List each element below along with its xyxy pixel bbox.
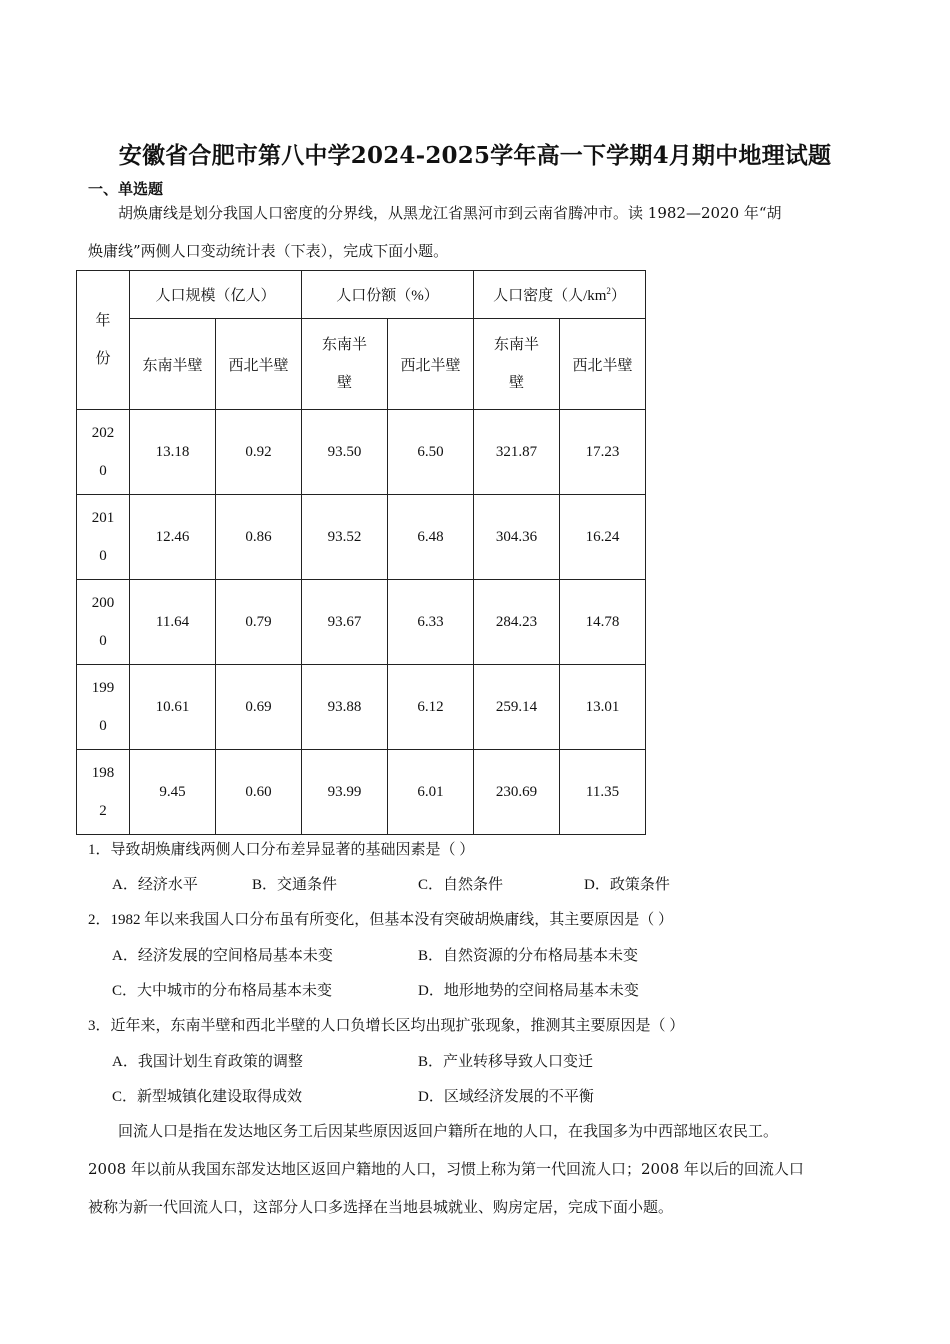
table-cell: 13.18 xyxy=(130,410,216,495)
intro2-line-1: 回流人口是指在发达地区务工后因某些原因返回户籍所在地的人口，在我国多为中西部地区农民工。 xyxy=(118,1122,779,1140)
table-cell: 230.69 xyxy=(474,750,560,835)
intro1-line-1: 胡焕庸线是划分我国人口密度的分界线，从黑龙江省黑河市到云南省腾冲市。读 1982—2020 年“胡 xyxy=(118,204,782,222)
table-row xyxy=(77,665,646,750)
table-cell: 11.64 xyxy=(130,580,216,665)
table-cell: 10.61 xyxy=(130,665,216,750)
header-population-size: 人口规模（亿人） xyxy=(130,271,302,319)
year-cell: 201 0 xyxy=(77,495,130,580)
table-cell: 304.36 xyxy=(474,495,560,580)
year-cell: 199 0 xyxy=(77,665,130,750)
table-cell: 259.14 xyxy=(474,665,560,750)
table-cell: 0.79 xyxy=(216,580,302,665)
table-cell: 321.87 xyxy=(474,410,560,495)
table-cell: 14.78 xyxy=(560,580,646,665)
subheader-southeast: 东南半 壁 xyxy=(302,319,388,410)
subheader-northwest: 西北半壁 xyxy=(216,319,302,410)
table-cell: 93.52 xyxy=(302,495,388,580)
subheader-northwest: 西北半壁 xyxy=(388,319,474,410)
year-header: 年 份 xyxy=(77,271,130,410)
year-cell: 200 0 xyxy=(77,580,130,665)
table-row xyxy=(77,750,646,835)
population-table xyxy=(76,270,646,835)
table-cell: 0.60 xyxy=(216,750,302,835)
header-population-share: 人口份额（%） xyxy=(302,271,474,319)
q3-option-b[interactable]: B．产业转移导致人口变迁 xyxy=(418,1054,594,1070)
table-cell: 6.33 xyxy=(388,580,474,665)
q2-option-b[interactable]: B．自然资源的分布格局基本未变 xyxy=(418,948,639,964)
question-2-stem: 2．1982 年以来我国人口分布虽有所变化，但基本没有突破胡焕庸线，其主要原因是（ ） xyxy=(88,912,674,928)
q2-option-a[interactable]: A．经济发展的空间格局基本未变 xyxy=(112,948,333,964)
table-cell: 0.69 xyxy=(216,665,302,750)
q1-option-c[interactable]: C．自然条件 xyxy=(418,877,504,893)
table-cell: 0.86 xyxy=(216,495,302,580)
table-cell: 93.99 xyxy=(302,750,388,835)
section-heading: 一、单选题 xyxy=(88,180,164,198)
question-3-stem: 3．近年来，东南半壁和西北半壁的人口负增长区均出现扩张现象，推测其主要原因是（ ） xyxy=(88,1018,685,1034)
table-cell: 6.12 xyxy=(388,665,474,750)
q1-option-d[interactable]: D．政策条件 xyxy=(584,877,670,893)
table-cell: 13.01 xyxy=(560,665,646,750)
q2-option-d[interactable]: D．地形地势的空间格局基本未变 xyxy=(418,983,639,999)
q3-option-a[interactable]: A．我国计划生育政策的调整 xyxy=(112,1054,303,1070)
q1-option-a[interactable]: A．经济水平 xyxy=(112,877,198,893)
table-cell: 9.45 xyxy=(130,750,216,835)
table-cell: 6.01 xyxy=(388,750,474,835)
intro2-line-2: 2008 年以前从我国东部发达地区返回户籍地的人口，习惯上称为第一代回流人口；2008 年以后的回流人口 xyxy=(88,1160,804,1178)
table-cell: 6.48 xyxy=(388,495,474,580)
intro1-line-2: 焕庸线”两侧人口变动统计表（下表），完成下面小题。 xyxy=(88,242,449,260)
table-cell: 93.88 xyxy=(302,665,388,750)
table-cell: 11.35 xyxy=(560,750,646,835)
table-cell: 12.46 xyxy=(130,495,216,580)
header-population-density: 人口密度（人$/km^2$） xyxy=(474,271,646,319)
table-cell: 93.67 xyxy=(302,580,388,665)
intro-paragraph-1 xyxy=(88,194,868,270)
table-cell: 0.92 xyxy=(216,410,302,495)
subheader-southeast: 东南半 壁 xyxy=(474,319,560,410)
table-row xyxy=(77,580,646,665)
q3-option-d[interactable]: D．区域经济发展的不平衡 xyxy=(418,1089,594,1105)
q1-option-b[interactable]: B．交通条件 xyxy=(252,877,338,893)
table-cell: 17.23 xyxy=(560,410,646,495)
table-cell: 284.23 xyxy=(474,580,560,665)
table-row xyxy=(77,495,646,580)
intro-paragraph-2 xyxy=(88,1112,868,1226)
year-cell: 198 2 xyxy=(77,750,130,835)
question-1-stem: 1．导致胡焕庸线两侧人口分布差异显著的基础因素是（ ） xyxy=(88,842,475,858)
year-cell: 202 0 xyxy=(77,410,130,495)
intro2-line-3: 被称为新一代回流人口，这部分人口多选择在当地县城就业、购房定居，完成下面小题。 xyxy=(88,1198,674,1216)
table-cell: 6.50 xyxy=(388,410,474,495)
table-cell: 93.50 xyxy=(302,410,388,495)
page-title: 安徽省合肥市第八中学2024-2025学年高一下学期4月期中地理试题 xyxy=(118,142,832,169)
q2-option-c[interactable]: C．大中城市的分布格局基本未变 xyxy=(112,983,333,999)
subheader-southeast: 东南半壁 xyxy=(130,319,216,410)
table-cell: 16.24 xyxy=(560,495,646,580)
q3-option-c[interactable]: C．新型城镇化建设取得成效 xyxy=(112,1089,303,1105)
table-row xyxy=(77,410,646,495)
subheader-northwest: 西北半壁 xyxy=(560,319,646,410)
